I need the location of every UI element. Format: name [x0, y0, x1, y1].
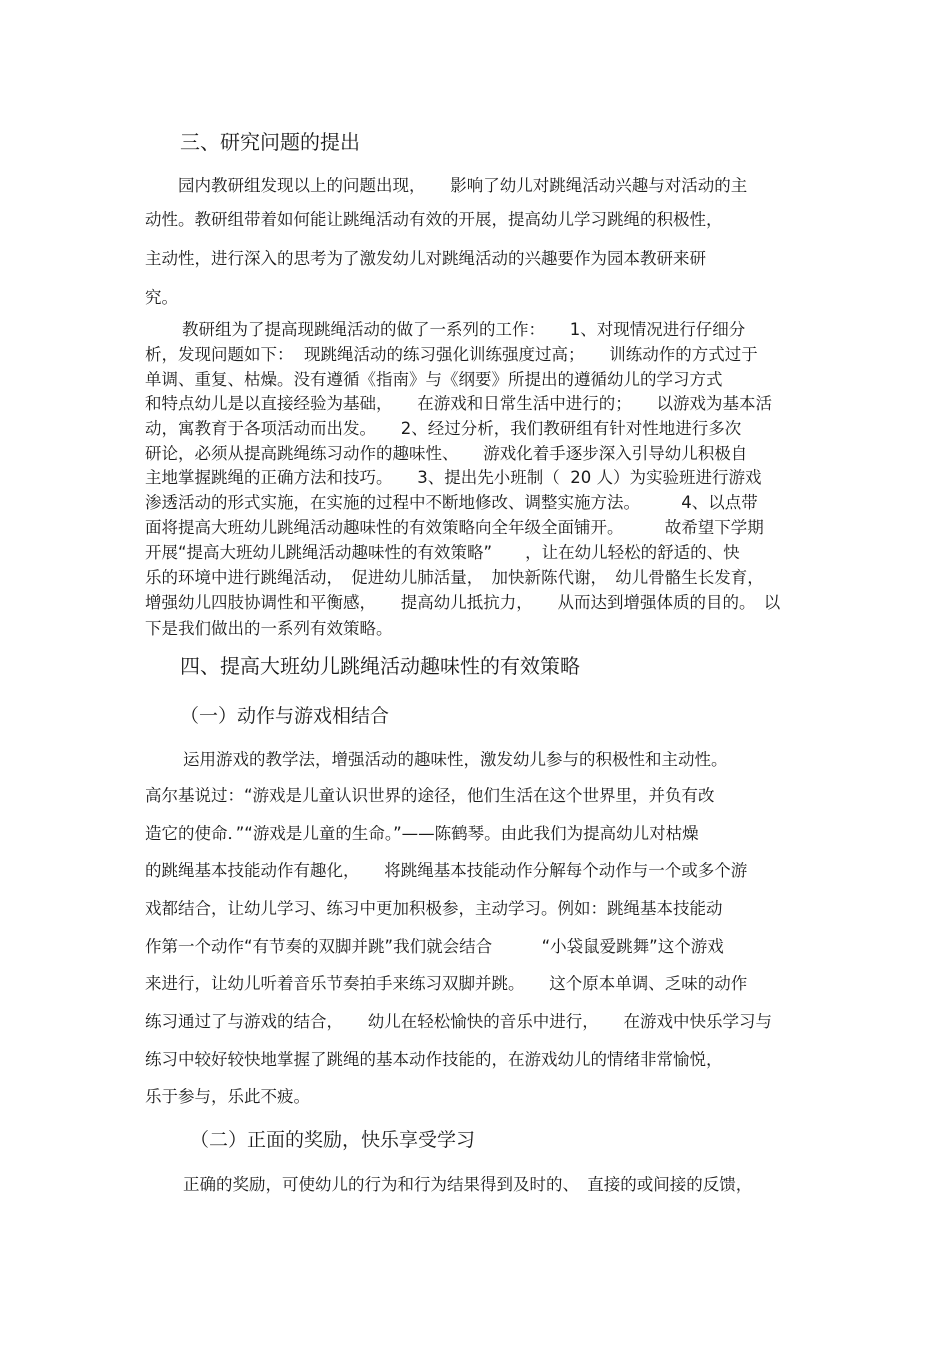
- text-line: 园内教研组发现以上的问题出现， 影响了幼儿对跳绳活动兴趣与对活动的主: [178, 176, 748, 195]
- text-line: 析，发现问题如下： 现跳绳活动的练习强化训练强度过高； 训练动作的方式过于: [145, 345, 758, 364]
- text-line: 正确的奖励，可使幼儿的行为和行为结果得到及时的、 直接的或间接的反馈，: [183, 1175, 753, 1194]
- text-line: 乐的环境中进行跳绳活动， 促进幼儿肺活量， 加快新陈代谢， 幼儿骨骼生长发育，: [145, 568, 764, 587]
- subsection-1-heading: （一）动作与游戏相结合: [180, 705, 390, 727]
- text-line: 造它的使命．”“游戏是儿童的生命。”——陈鹤琴。由此我们为提高幼儿对枯燥: [145, 824, 699, 843]
- text-line: 练习通过了与游戏的结合， 幼儿在轻松愉快的音乐中进行， 在游戏中快乐学习与: [145, 1012, 772, 1031]
- text-line: 的跳绳基本技能动作有趣化， 将跳绳基本技能动作分解每个动作与一个或多个游: [145, 861, 748, 880]
- text-line: 来进行，让幼儿听着音乐节奏拍手来练习双脚并跳。 这个原本单调、乏味的动作: [145, 974, 748, 993]
- text-line: 主动性，进行深入的思考为了激发幼儿对跳绳活动的兴趣要作为园本教研来研: [145, 249, 706, 268]
- text-line: 乐于参与，乐此不疲。: [145, 1087, 310, 1106]
- subsection-2-heading: （二）正面的奖励，快乐享受学习: [190, 1129, 476, 1151]
- text-line: 运用游戏的教学法，增强活动的趣味性，激发幼儿参与的积极性和主动性。: [183, 750, 728, 769]
- text-line: 增强幼儿四肢协调性和平衡感， 提高幼儿抵抗力， 从而达到增强体质的目的。 以: [145, 593, 781, 612]
- text-line: 高尔基说过：“游戏是儿童认识世界的途径，他们生活在这个世界里，并负有改: [145, 786, 715, 805]
- text-line: 作第一个动作“有节奏的双脚并跳”我们就会结合 “小袋鼠爱跳舞”这个游戏: [145, 937, 724, 956]
- section-3-heading: 三、研究问题的提出: [180, 130, 360, 154]
- text-line: 教研组为了提高现跳绳活动的做了一系列的工作： 1、对现情况进行仔细分: [182, 320, 746, 339]
- text-line: 单调、重复、枯燥。没有遵循《指南》与《纲要》所提出的遵循幼儿的学习方式: [145, 370, 723, 389]
- text-line: 和特点幼儿是以直接经验为基础， 在游戏和日常生活中进行的； 以游戏为基本活: [145, 394, 772, 413]
- text-line: 动性。教研组带着如何能让跳绳活动有效的开展，提高幼儿学习跳绳的积极性，: [145, 210, 723, 229]
- text-line: 动，寓教育于各项活动而出发。 2、经过分析，我们教研组有针对性地进行多次: [145, 419, 742, 438]
- text-line: 开展“提高大班幼儿跳绳活动趣味性的有效策略” ，让在幼儿轻松的舒适的、快: [145, 543, 740, 562]
- text-line: 研论，必须从提高跳绳练习动作的趣味性、 游戏化着手逐步深入引导幼儿积极自: [145, 444, 748, 463]
- section-4-heading: 四、提高大班幼儿跳绳活动趣味性的有效策略: [180, 654, 580, 678]
- text-line: 练习中较好较快地掌握了跳绳的基本动作技能的，在游戏幼儿的情绪非常愉悦，: [145, 1050, 723, 1069]
- text-line: 下是我们做出的一系列有效策略。: [145, 619, 393, 638]
- text-line: 主地掌握跳绳的正确方法和技巧。 3、提出先小班制（ 20 人）为实验班进行游戏: [145, 468, 762, 487]
- text-line: 渗透活动的形式实施，在实施的过程中不断地修改、调整实施方法。 4、以点带: [145, 493, 758, 512]
- text-line: 戏都结合，让幼儿学习、练习中更加积极参，主动学习。例如：跳绳基本技能动: [145, 899, 723, 918]
- text-line: 究。: [145, 288, 178, 307]
- text-line: 面将提高大班幼儿跳绳活动趣味性的有效策略向全年级全面铺开。 故希望下学期: [145, 518, 764, 537]
